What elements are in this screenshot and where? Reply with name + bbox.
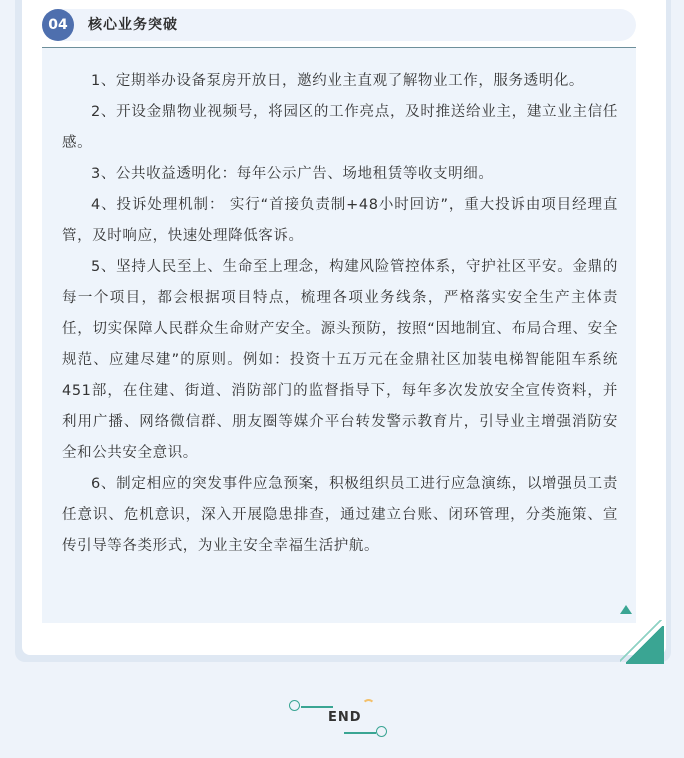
paragraph-2: 2、开设金鼎物业视频号，将园区的工作亮点，及时推送给业主，建立业主信任感。 xyxy=(62,104,618,151)
end-decoration xyxy=(286,696,396,744)
paragraph-3: 3、公共收益透明化：每年公示广告、场地租赁等收支明细。 xyxy=(91,166,494,182)
arc-icon xyxy=(362,699,375,712)
corner-fold-icon xyxy=(626,626,664,664)
end-label: END xyxy=(328,710,362,725)
section-header xyxy=(42,9,636,41)
triangle-up-icon xyxy=(620,605,632,614)
right-line xyxy=(344,732,376,734)
paragraph-1: 1、定期举办设备泵房开放日，邀约业主直观了解物业工作，服务透明化。 xyxy=(91,73,585,89)
section-title: 核心业务突破 xyxy=(88,17,178,33)
left-ring-icon xyxy=(289,700,300,711)
section-number-badge: 04 xyxy=(42,9,74,41)
paragraph-5: 5、坚持人民至上、生命至上理念，构建风险管控体系，守护社区平安。金鼎的每一个项目，都会根据项目特点，梳理各项业务线条，严格落实安全生产主体责任，切实保障人民群众生命财产安全。源头预防，按照“因地制宜、布局合理、安全规范、应建尽建”的原则。例如：投资十五万元在金鼎社区加装电梯智能阻车系统451部，在住建、街道、消防部门的监督指导下，每年多次发放安全宣传资料，并利用广播、网络微信群、朋友圈等媒介平台转发警示教育片，引导业主增强消防安全和公共安全意识。 xyxy=(62,259,618,461)
right-ring-icon xyxy=(376,726,387,737)
article-body xyxy=(62,66,618,562)
paragraph-6: 6、制定相应的突发事件应急预案，积极组织员工进行应急演练，以增强员工责任意识、危机意识，深入开展隐患排查，通过建立台账、闭环管理，分类施策、宣传引导等各类形式，为业主安全幸福生活护航。 xyxy=(62,476,618,554)
left-line xyxy=(301,706,333,708)
content-panel xyxy=(42,48,636,623)
paragraph-4: 4、投诉处理机制： 实行“首接负责制+48小时回访”，重大投诉由项目经理直管，及时响应，快速处理降低客诉。 xyxy=(62,197,618,244)
